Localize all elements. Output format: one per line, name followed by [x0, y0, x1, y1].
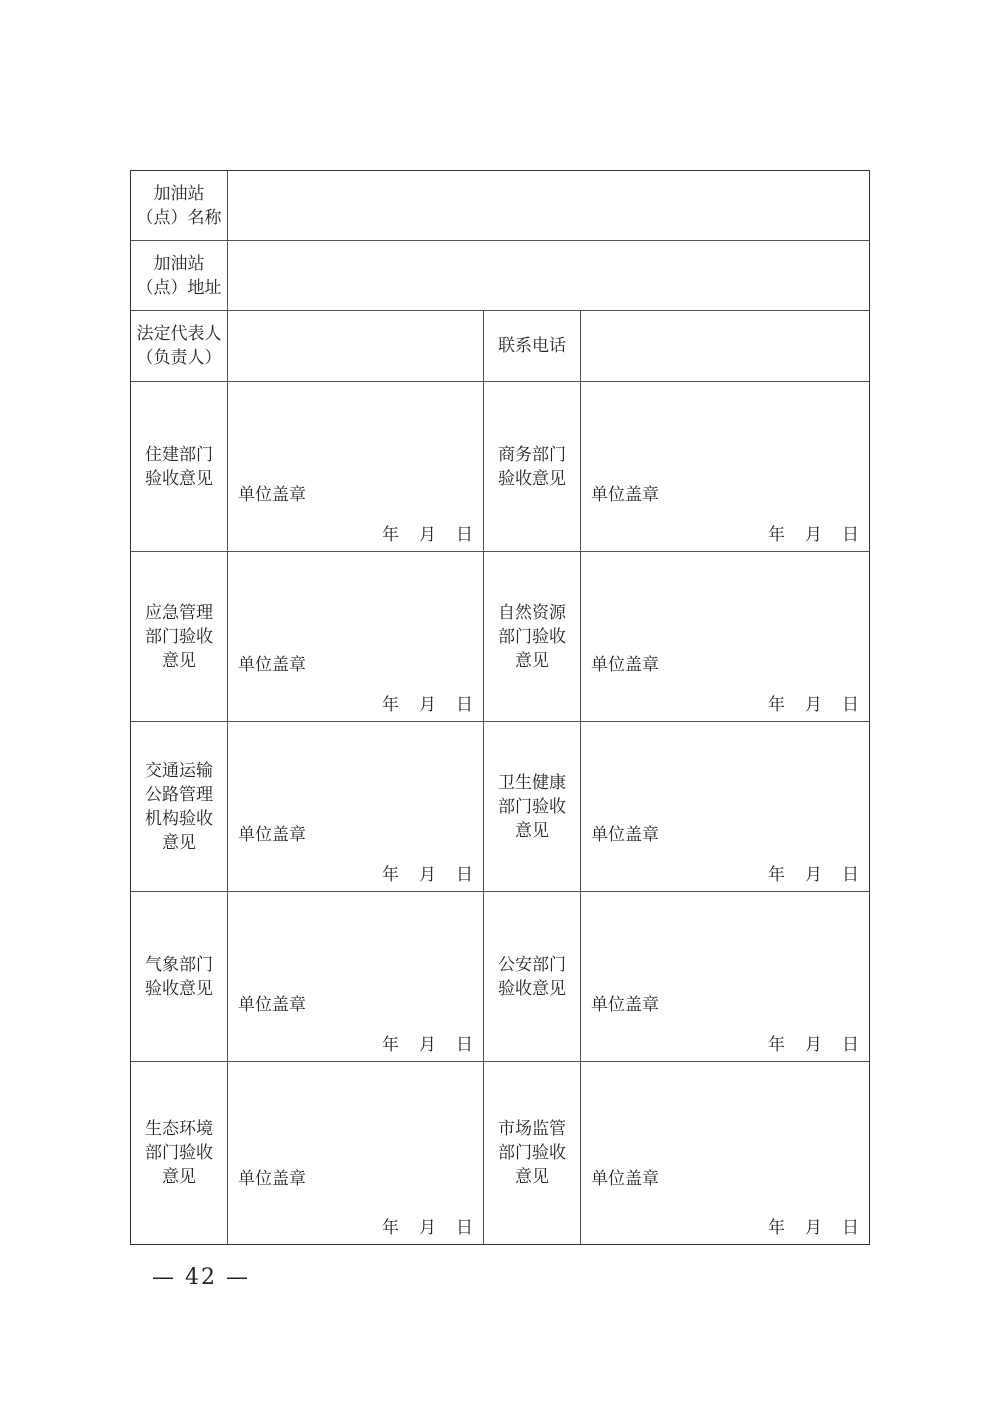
opinion-left-field[interactable]: [228, 1062, 484, 1244]
date-year: 年: [382, 865, 399, 885]
date-line: [382, 1213, 473, 1238]
unit-stamp-text: 单位盖章: [238, 995, 306, 1015]
date-month: 月: [805, 1218, 822, 1238]
date-month: 月: [805, 525, 822, 545]
date-month: 月: [419, 1035, 436, 1055]
unit-stamp-text: 单位盖章: [238, 825, 306, 845]
date-day: 日: [842, 1218, 859, 1238]
opinion-right-label: 自然资源 部门验收 意见: [484, 552, 581, 721]
station-name-row: [131, 171, 869, 241]
opinion-right-label: 市场监管 部门验收 意见: [484, 1062, 581, 1244]
opinion-right-field[interactable]: [581, 382, 869, 551]
legal-rep-row: [131, 311, 869, 382]
date-day: 日: [456, 1035, 473, 1055]
legal-rep-field[interactable]: [228, 311, 484, 381]
legal-rep-label: 法定代表人 （负责人）: [131, 311, 228, 381]
date-year: 年: [768, 865, 785, 885]
date-day: 日: [456, 695, 473, 715]
date-line: [768, 520, 859, 545]
opinion-right-field[interactable]: [581, 1062, 869, 1244]
opinion-row: [131, 1062, 869, 1244]
date-month: 月: [805, 865, 822, 885]
opinion-left-field[interactable]: [228, 382, 484, 551]
unit-stamp-text: 单位盖章: [238, 1169, 306, 1189]
opinion-row: [131, 722, 869, 892]
opinion-left-label: 应急管理 部门验收 意见: [131, 552, 228, 721]
date-line: [768, 1030, 859, 1055]
date-day: 日: [456, 865, 473, 885]
date-month: 月: [419, 865, 436, 885]
date-year: 年: [768, 525, 785, 545]
opinion-row: [131, 382, 869, 552]
date-line: [382, 690, 473, 715]
station-name-field[interactable]: [228, 171, 869, 240]
date-line: [382, 860, 473, 885]
unit-stamp-text: 单位盖章: [238, 485, 306, 505]
date-year: 年: [382, 525, 399, 545]
opinion-right-field[interactable]: [581, 552, 869, 721]
contact-phone-label: 联系电话: [484, 311, 581, 381]
unit-stamp-text: 单位盖章: [238, 655, 306, 675]
opinion-right-label: 卫生健康 部门验收 意见: [484, 722, 581, 891]
opinion-left-field[interactable]: [228, 722, 484, 891]
opinion-right-label: 公安部门 验收意见: [484, 892, 581, 1061]
date-month: 月: [419, 525, 436, 545]
unit-stamp-text: 单位盖章: [591, 485, 659, 505]
date-day: 日: [456, 525, 473, 545]
date-year: 年: [768, 1218, 785, 1238]
date-line: [768, 690, 859, 715]
date-year: 年: [382, 1218, 399, 1238]
date-line: [382, 520, 473, 545]
date-year: 年: [768, 1035, 785, 1055]
unit-stamp-text: 单位盖章: [591, 1169, 659, 1189]
station-address-row: [131, 241, 869, 311]
date-year: 年: [382, 695, 399, 715]
date-day: 日: [456, 1218, 473, 1238]
date-line: [382, 1030, 473, 1055]
opinion-left-field[interactable]: [228, 552, 484, 721]
opinion-right-label: 商务部门 验收意见: [484, 382, 581, 551]
opinion-left-field[interactable]: [228, 892, 484, 1061]
acceptance-form-table: [130, 170, 870, 1245]
date-day: 日: [842, 695, 859, 715]
date-day: 日: [842, 525, 859, 545]
date-month: 月: [419, 695, 436, 715]
opinion-left-label: 气象部门 验收意见: [131, 892, 228, 1061]
contact-phone-field[interactable]: [581, 311, 869, 381]
opinion-left-label: 生态环境 部门验收 意见: [131, 1062, 228, 1244]
date-line: [768, 1213, 859, 1238]
station-name-label: 加油站 （点）名称: [131, 171, 228, 240]
date-year: 年: [768, 695, 785, 715]
opinion-right-field[interactable]: [581, 892, 869, 1061]
opinion-left-label: 住建部门 验收意见: [131, 382, 228, 551]
station-address-field[interactable]: [228, 241, 869, 310]
station-address-label: 加油站 （点）地址: [131, 241, 228, 310]
date-year: 年: [382, 1035, 399, 1055]
opinion-left-label: 交通运输 公路管理 机构验收 意见: [131, 722, 228, 891]
date-month: 月: [805, 695, 822, 715]
unit-stamp-text: 单位盖章: [591, 995, 659, 1015]
unit-stamp-text: 单位盖章: [591, 825, 659, 845]
date-line: [768, 860, 859, 885]
date-month: 月: [805, 1035, 822, 1055]
unit-stamp-text: 单位盖章: [591, 655, 659, 675]
opinion-row: [131, 892, 869, 1062]
date-day: 日: [842, 865, 859, 885]
page-number: — 42 —: [152, 1265, 250, 1290]
opinion-row: [131, 552, 869, 722]
date-day: 日: [842, 1035, 859, 1055]
opinion-right-field[interactable]: [581, 722, 869, 891]
date-month: 月: [419, 1218, 436, 1238]
